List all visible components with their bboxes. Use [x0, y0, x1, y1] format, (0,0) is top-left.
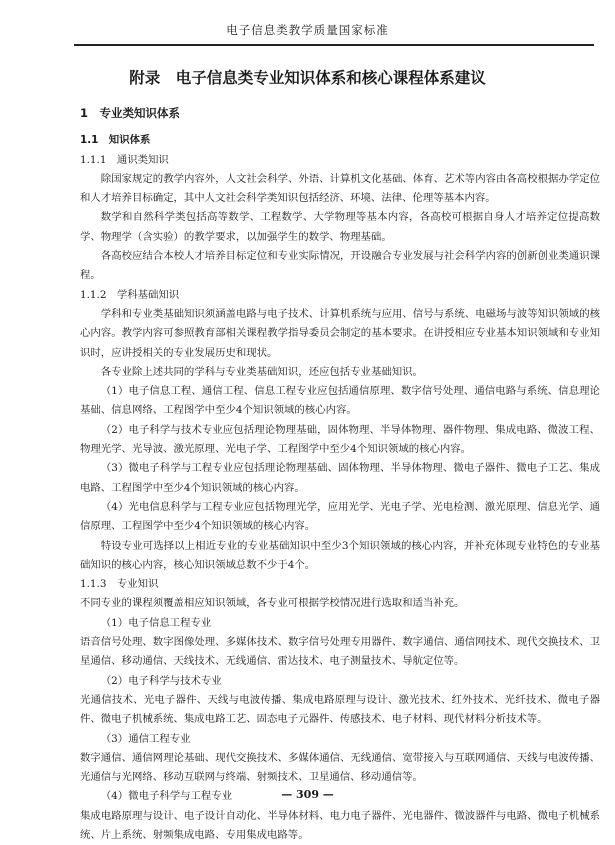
paragraph: 集成电路原理与设计、电子设计自动化、半导体材料、电力电子器件、光电器件、微波器件与电路、微电子机械系统、片上系统、射频集成电路、专用集成电路等。 — [80, 809, 600, 841]
paragraph: 特设专业可选择以上相近专业的专业基础知识中至少3个知识领域的核心内容，并补充体现专业特色的专业基础知识的核心内容，核心知识领域总数不少于4个。 — [80, 539, 600, 571]
subsection-heading: 1.1 知识体系 — [80, 134, 151, 147]
page-body — [80, 104, 600, 845]
paragraph: 除国家规定的教学内容外，人文社会科学、外语、计算机文化基础、体育、艺术等内容由各高校根据办学定位和人才培养目标确定，其中人文社会科学类知识包括经济、环境、法律、伦理等基本内容。 — [80, 172, 600, 205]
list-paragraph: （2）电子科学与技术专业应包括理论物理基础，固体物理、半导体物理、器件物理、集成电路、微波工程、物理光学、光导波、激光原理、光电子学、工程图学中至少4个知识领域的核心内容。 — [80, 423, 600, 456]
paragraph: 语音信号处理、数字图像处理、多媒体技术、数字信号处理专用器件、数字通信、通信网技术、现代交换技术、卫星通信、移动通信、天线技术、无线通信、雷达技术、电子测量技术、导航定位等。 — [80, 636, 600, 668]
list-heading: （4）微电子科学与工程专业 — [100, 790, 233, 803]
subsubsection-heading: 1.1.1 通识类知识 — [80, 153, 169, 166]
paragraph: 各高校应结合本校人才培养目标定位和专业实际情况，开设融合专业发展与社会科学内容的创新创业类通识课程。 — [80, 250, 600, 282]
list-heading: （2）电子科学与技术专业 — [100, 674, 222, 687]
list-paragraph: （4）光电信息科学与工程专业应包括物理光学，应用光学、光电子学、光电检测、激光原理、信息光学、通信原理、工程图学中至少4个知识领域的核心内容。 — [80, 500, 600, 533]
list-heading: （1）电子信息工程专业 — [100, 616, 212, 629]
paragraph: 各专业除上述共同的学科与专业类基础知识，还应包括专业基础知识。 — [100, 365, 423, 378]
running-header: 电子信息类教学质量国家标准 — [226, 23, 389, 37]
paragraph: 数字通信、通信网理论基础、现代交换技术、多媒体通信、无线通信、宽带接入与互联网通信、天线与电波传播、光通信与光网络、移动互联网与终端、射频技术、卫星通信、移动通信等。 — [80, 751, 600, 784]
subsubsection-heading: 1.1.2 学科基础知识 — [80, 288, 180, 301]
subsubsection-heading: 1.1.3 专业知识 — [80, 578, 159, 591]
header-rule — [74, 44, 594, 46]
paragraph: 光通信技术、光电子器件、天线与电波传播、集成电路原理与设计、激光技术、红外技术、光纤技术、微电子器件、微电子机械系统、集成电路工艺、固态电子元器件、传感技术、电子材料、现代材料分析技术等。 — [80, 693, 600, 726]
section-heading: 1 专业类知识体系 — [80, 106, 181, 120]
paragraph: 不同专业的课程须覆盖相应知识领域，各专业可根据学校情况进行选取和适当补充。 — [80, 597, 465, 610]
appendix-title: 附录 电子信息类专业知识体系和核心课程体系建议 — [129, 69, 486, 87]
paragraph: 学科和专业类基础知识须涵盖电路与电子技术、计算机系统与应用、信号与系统、电磁场与波等知识领域的核心内容。教学内容可参照教育部相关课程教学指导委员会制定的基本要求。在讲授相应专业基本知识领域和专业知识时，应讲授相关的专业发展历史和现状。 — [80, 307, 600, 359]
paragraph: 数学和自然科学类包括高等数学、工程数学、大学物理等基本内容，各高校可根据自身人才培养定位提高数学、物理学（含实验）的教学要求，以加强学生的数学、物理基础。 — [80, 211, 600, 243]
list-paragraph: （1）电子信息工程、通信工程、信息工程专业应包括通信原理、数字信号处理、通信电路与系统、信息理论基础、信息网络、工程图学中至少4个知识领域的核心内容。 — [80, 385, 600, 417]
list-paragraph: （3）微电子科学与工程专业应包括理论物理基础、固体物理、半导体物理、微电子器件、微电子工艺、集成电路、工程图学中至少4个知识领域的核心内容。 — [80, 462, 600, 494]
list-heading: （3）通信工程专业 — [100, 732, 191, 745]
page-number: — 309 — — [281, 788, 334, 801]
